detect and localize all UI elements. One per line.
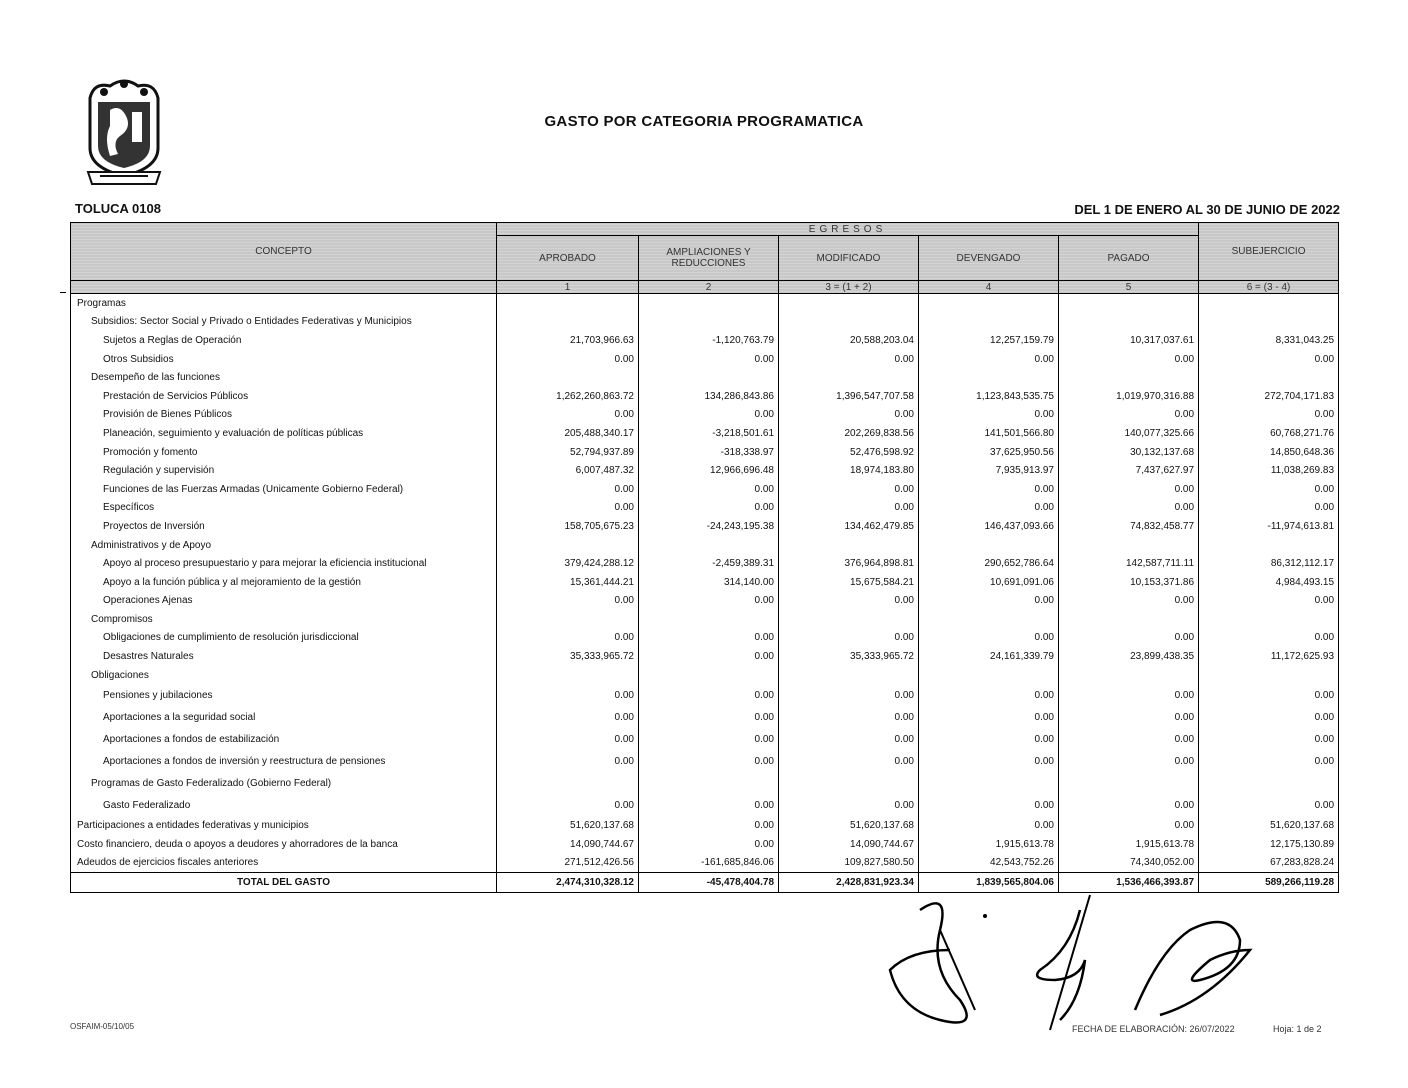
table-row — [71, 536, 1339, 555]
row-value: 7,437,627.97 — [1059, 461, 1199, 480]
row-value: -1,120,763.79 — [639, 331, 779, 350]
row-concepto: Provisión de Bienes Públicos — [71, 406, 497, 425]
row-value: 0.00 — [779, 684, 919, 706]
row-value: 0.00 — [779, 706, 919, 728]
margin-mark — [60, 292, 66, 293]
row-value — [1059, 536, 1199, 555]
table-row — [71, 368, 1339, 387]
row-value: 0.00 — [639, 647, 779, 666]
row-value: 0.00 — [919, 706, 1059, 728]
row-value: 42,543,752.26 — [919, 854, 1059, 873]
row-value: -161,685,846.06 — [639, 854, 779, 873]
row-value: -2,459,389.31 — [639, 554, 779, 573]
row-value: 0.00 — [639, 706, 779, 728]
row-value: 0.00 — [1199, 480, 1339, 499]
row-value — [497, 536, 639, 555]
row-value: 0.00 — [1059, 592, 1199, 611]
table-row — [71, 294, 1339, 313]
row-value: 134,462,479.85 — [779, 517, 919, 536]
total-label: TOTAL DEL GASTO — [71, 873, 497, 893]
expense-table — [70, 222, 1339, 893]
row-value: 0.00 — [1199, 499, 1339, 518]
row-value: 74,832,458.77 — [1059, 517, 1199, 536]
row-value — [779, 313, 919, 332]
row-value: 0.00 — [639, 750, 779, 772]
total-aprobado: 2,474,310,328.12 — [497, 873, 639, 893]
row-value: 0.00 — [919, 629, 1059, 648]
row-value: 7,935,913.97 — [919, 461, 1059, 480]
row-value: 37,625,950.56 — [919, 443, 1059, 462]
row-value: 0.00 — [779, 728, 919, 750]
row-value — [919, 313, 1059, 332]
row-value — [779, 772, 919, 794]
row-value — [919, 368, 1059, 387]
row-concepto: Administrativos y de Apoyo — [71, 536, 497, 555]
row-value: 0.00 — [1059, 794, 1199, 816]
row-value: 1,262,260,863.72 — [497, 387, 639, 406]
row-value: 74,340,052.00 — [1059, 854, 1199, 873]
row-value: 0.00 — [639, 684, 779, 706]
row-value: 0.00 — [639, 406, 779, 425]
row-concepto: Prestación de Servicios Públicos — [71, 387, 497, 406]
table-row — [71, 387, 1339, 406]
row-value: 21,703,966.63 — [497, 331, 639, 350]
row-value: 0.00 — [1059, 684, 1199, 706]
row-concepto: Aportaciones a fondos de estabilización — [71, 728, 497, 750]
row-value: 0.00 — [497, 728, 639, 750]
row-value: 0.00 — [497, 499, 639, 518]
row-concepto: Aportaciones a la seguridad social — [71, 706, 497, 728]
table-row — [71, 610, 1339, 629]
row-value: 10,153,371.86 — [1059, 573, 1199, 592]
row-concepto: Gasto Federalizado — [71, 794, 497, 816]
row-value: 271,512,426.56 — [497, 854, 639, 873]
row-value: 0.00 — [639, 350, 779, 369]
row-value — [1199, 294, 1339, 313]
page-title: GASTO POR CATEGORIA PROGRAMATICA — [544, 113, 864, 130]
row-value: 158,705,675.23 — [497, 517, 639, 536]
row-value: -318,338.97 — [639, 443, 779, 462]
row-value: 0.00 — [1059, 706, 1199, 728]
row-value: 0.00 — [497, 750, 639, 772]
table-row — [71, 424, 1339, 443]
row-concepto: Aportaciones a fondos de inversión y reestructura de pensiones — [71, 750, 497, 772]
row-value: 0.00 — [779, 406, 919, 425]
row-value: 20,588,203.04 — [779, 331, 919, 350]
row-value — [497, 368, 639, 387]
table-row — [71, 835, 1339, 854]
row-concepto: Funciones de las Fuerzas Armadas (Unicamente Gobierno Federal) — [71, 480, 497, 499]
total-modificado: 2,428,831,923.34 — [779, 873, 919, 893]
row-concepto: Específicos — [71, 499, 497, 518]
row-value — [639, 294, 779, 313]
total-pagado: 1,536,466,393.87 — [1059, 873, 1199, 893]
row-value — [919, 772, 1059, 794]
table-row — [71, 684, 1339, 706]
table-row — [71, 480, 1339, 499]
row-value: 0.00 — [1199, 728, 1339, 750]
row-value: 0.00 — [497, 350, 639, 369]
col-index-aprobado: 1 — [497, 281, 639, 294]
row-value: 0.00 — [1199, 684, 1339, 706]
row-value — [1059, 294, 1199, 313]
row-value: 0.00 — [919, 592, 1059, 611]
row-value: 0.00 — [1199, 706, 1339, 728]
row-value: 0.00 — [1059, 480, 1199, 499]
row-concepto: Desastres Naturales — [71, 647, 497, 666]
table-row — [71, 313, 1339, 332]
row-value: 12,966,696.48 — [639, 461, 779, 480]
row-value — [1059, 666, 1199, 685]
entity-label: TOLUCA 0108 — [75, 201, 161, 216]
row-value: 51,620,137.68 — [497, 816, 639, 835]
row-value: 0.00 — [639, 816, 779, 835]
row-value: 1,915,613.78 — [919, 835, 1059, 854]
row-value: 0.00 — [497, 406, 639, 425]
row-value — [639, 536, 779, 555]
row-value: 23,899,438.35 — [1059, 647, 1199, 666]
row-concepto: Subsidios: Sector Social y Privado o Entidades Federativas y Municipios — [71, 313, 497, 332]
row-value: 0.00 — [1059, 629, 1199, 648]
row-value — [919, 294, 1059, 313]
row-value: 11,172,625.93 — [1199, 647, 1339, 666]
row-value: 134,286,843.86 — [639, 387, 779, 406]
row-value: 18,974,183.80 — [779, 461, 919, 480]
row-value: 0.00 — [779, 592, 919, 611]
row-concepto: Programas — [71, 294, 497, 313]
col-index-pagado: 5 — [1059, 281, 1199, 294]
row-value: 10,691,091.06 — [919, 573, 1059, 592]
row-value: 0.00 — [1199, 406, 1339, 425]
row-value: 12,257,159.79 — [919, 331, 1059, 350]
col-header-ampliaciones: AMPLIACIONES Y REDUCCIONES — [639, 236, 779, 281]
table-row — [71, 554, 1339, 573]
row-value: 15,361,444.21 — [497, 573, 639, 592]
row-value: 314,140.00 — [639, 573, 779, 592]
row-value — [639, 666, 779, 685]
row-value: -11,974,613.81 — [1199, 517, 1339, 536]
row-value: 0.00 — [497, 480, 639, 499]
row-concepto: Obligaciones de cumplimiento de resolución jurisdiccional — [71, 629, 497, 648]
row-value: 205,488,340.17 — [497, 424, 639, 443]
row-value: 0.00 — [1059, 406, 1199, 425]
total-ampliaciones: -45,478,404.78 — [639, 873, 779, 893]
row-concepto: Operaciones Ajenas — [71, 592, 497, 611]
row-value: 140,077,325.66 — [1059, 424, 1199, 443]
row-value: 109,827,580.50 — [779, 854, 919, 873]
col-header-modificado: MODIFICADO — [779, 236, 919, 281]
row-value: 376,964,898.81 — [779, 554, 919, 573]
row-value — [779, 536, 919, 555]
row-value — [1059, 610, 1199, 629]
table-row — [71, 854, 1339, 873]
row-value: 0.00 — [497, 794, 639, 816]
row-value: 51,620,137.68 — [1199, 816, 1339, 835]
form-code: OSFAIM-05/10/05 — [70, 1022, 135, 1031]
row-value: 0.00 — [779, 794, 919, 816]
row-value — [1199, 610, 1339, 629]
row-value: 0.00 — [1199, 592, 1339, 611]
table-row — [71, 350, 1339, 369]
row-value: 35,333,965.72 — [497, 647, 639, 666]
row-value — [639, 772, 779, 794]
row-value: 0.00 — [1059, 816, 1199, 835]
col-header-subejercicio: SUBEJERCICIO — [1199, 223, 1339, 281]
row-value: 0.00 — [497, 706, 639, 728]
row-value: 0.00 — [1059, 499, 1199, 518]
col-header-concepto: CONCEPTO — [71, 223, 497, 281]
row-value — [497, 772, 639, 794]
row-concepto: Desempeño de las funciones — [71, 368, 497, 387]
row-value: 60,768,271.76 — [1199, 424, 1339, 443]
row-value: 141,501,566.80 — [919, 424, 1059, 443]
row-value: 4,984,493.15 — [1199, 573, 1339, 592]
row-value — [497, 313, 639, 332]
row-concepto: Regulación y supervisión — [71, 461, 497, 480]
period-label: DEL 1 DE ENERO AL 30 DE JUNIO DE 2022 — [1074, 202, 1340, 217]
row-value: -3,218,501.61 — [639, 424, 779, 443]
row-value: 0.00 — [1059, 750, 1199, 772]
row-concepto: Obligaciones — [71, 666, 497, 685]
row-value — [779, 294, 919, 313]
table-row — [71, 728, 1339, 750]
row-value: 67,283,828.24 — [1199, 854, 1339, 873]
col-index-modificado: 3 = (1 + 2) — [779, 281, 919, 294]
row-value: 0.00 — [779, 750, 919, 772]
row-value: 0.00 — [1059, 350, 1199, 369]
row-concepto: Adeudos de ejercicios fiscales anteriores — [71, 854, 497, 873]
row-value: 142,587,711.11 — [1059, 554, 1199, 573]
total-devengado: 1,839,565,804.06 — [919, 873, 1059, 893]
table-row — [71, 592, 1339, 611]
table-row — [71, 772, 1339, 794]
row-value: 0.00 — [919, 406, 1059, 425]
col-group-header: EGRESOS — [497, 223, 1199, 236]
table-row — [71, 331, 1339, 350]
row-value — [1199, 368, 1339, 387]
row-value: 30,132,137.68 — [1059, 443, 1199, 462]
col-index-concepto — [71, 281, 497, 294]
row-value: 0.00 — [779, 629, 919, 648]
row-value: 52,476,598.92 — [779, 443, 919, 462]
row-value — [1199, 772, 1339, 794]
row-value — [919, 610, 1059, 629]
row-value: 0.00 — [1199, 750, 1339, 772]
table-body — [71, 294, 1339, 873]
row-value: 0.00 — [919, 480, 1059, 499]
col-index-devengado: 4 — [919, 281, 1059, 294]
row-concepto: Proyectos de Inversión — [71, 517, 497, 536]
row-value: 0.00 — [919, 794, 1059, 816]
row-value — [779, 610, 919, 629]
row-value — [919, 666, 1059, 685]
row-value: 10,317,037.61 — [1059, 331, 1199, 350]
row-value: 11,038,269.83 — [1199, 461, 1339, 480]
total-subejercicio: 589,266,119.28 — [1199, 873, 1339, 893]
row-value: 6,007,487.32 — [497, 461, 639, 480]
col-header-pagado: PAGADO — [1059, 236, 1199, 281]
row-value: 0.00 — [919, 684, 1059, 706]
row-value: 0.00 — [779, 499, 919, 518]
row-value: 0.00 — [639, 592, 779, 611]
row-concepto: Planeación, seguimiento y evaluación de políticas públicas — [71, 424, 497, 443]
row-value: 12,175,130.89 — [1199, 835, 1339, 854]
row-value: 15,675,584.21 — [779, 573, 919, 592]
row-value — [779, 666, 919, 685]
row-value: 379,424,288.12 — [497, 554, 639, 573]
row-value — [497, 610, 639, 629]
row-value: 0.00 — [779, 350, 919, 369]
row-value: 0.00 — [1059, 728, 1199, 750]
row-value: 35,333,965.72 — [779, 647, 919, 666]
row-value — [497, 666, 639, 685]
table-row — [71, 499, 1339, 518]
row-value — [1059, 368, 1199, 387]
row-concepto: Apoyo a la función pública y al mejoramiento de la gestión — [71, 573, 497, 592]
row-concepto: Otros Subsidios — [71, 350, 497, 369]
table-row — [71, 573, 1339, 592]
row-value: 14,090,744.67 — [779, 835, 919, 854]
row-value: 51,620,137.68 — [779, 816, 919, 835]
row-concepto: Compromisos — [71, 610, 497, 629]
row-value — [639, 313, 779, 332]
row-value: 0.00 — [919, 728, 1059, 750]
row-value: 0.00 — [639, 835, 779, 854]
row-concepto: Programas de Gasto Federalizado (Gobierno Federal) — [71, 772, 497, 794]
table-row — [71, 706, 1339, 728]
row-concepto: Participaciones a entidades federativas y municipios — [71, 816, 497, 835]
row-value — [1199, 536, 1339, 555]
row-value: 0.00 — [497, 629, 639, 648]
table-row — [71, 666, 1339, 685]
row-value — [1059, 772, 1199, 794]
row-value — [1199, 666, 1339, 685]
row-value: 52,794,937.89 — [497, 443, 639, 462]
signatures — [880, 890, 1280, 1040]
row-value: 1,123,843,535.75 — [919, 387, 1059, 406]
row-value: 0.00 — [639, 728, 779, 750]
table-row — [71, 406, 1339, 425]
table-row — [71, 816, 1339, 835]
row-value: 0.00 — [919, 499, 1059, 518]
row-value: 0.00 — [639, 480, 779, 499]
row-value: 1,915,613.78 — [1059, 835, 1199, 854]
row-value — [639, 368, 779, 387]
row-value: 0.00 — [919, 816, 1059, 835]
row-value: 290,652,786.64 — [919, 554, 1059, 573]
row-value: 8,331,043.25 — [1199, 331, 1339, 350]
row-value — [1059, 313, 1199, 332]
row-value — [497, 294, 639, 313]
col-header-aprobado: APROBADO — [497, 236, 639, 281]
row-concepto: Costo financiero, deuda o apoyos a deudores y ahorradores de la banca — [71, 835, 497, 854]
row-value: 0.00 — [1199, 629, 1339, 648]
table-row — [71, 794, 1339, 816]
table-row — [71, 517, 1339, 536]
table-row — [71, 750, 1339, 772]
table-row — [71, 461, 1339, 480]
row-concepto: Sujetos a Reglas de Operación — [71, 331, 497, 350]
row-value — [919, 536, 1059, 555]
elaboration-date: FECHA DE ELABORACIÓN: 26/07/2022 — [1072, 1024, 1235, 1034]
row-value: 146,437,093.66 — [919, 517, 1059, 536]
row-value: 0.00 — [497, 684, 639, 706]
col-index-ampliaciones: 2 — [639, 281, 779, 294]
row-value: 1,019,970,316.88 — [1059, 387, 1199, 406]
table-row — [71, 629, 1339, 648]
row-value: 14,850,648.36 — [1199, 443, 1339, 462]
row-value: 0.00 — [919, 750, 1059, 772]
row-value: 0.00 — [639, 794, 779, 816]
row-value: 0.00 — [919, 350, 1059, 369]
row-value: 0.00 — [497, 592, 639, 611]
col-header-devengado: DEVENGADO — [919, 236, 1059, 281]
row-value: 0.00 — [639, 499, 779, 518]
row-value — [779, 368, 919, 387]
row-value: 1,396,547,707.58 — [779, 387, 919, 406]
row-value — [639, 610, 779, 629]
row-value: 0.00 — [1199, 350, 1339, 369]
row-value: 0.00 — [779, 480, 919, 499]
coat-of-arms-logo — [80, 76, 168, 188]
table-row — [71, 443, 1339, 462]
row-value: 272,704,171.83 — [1199, 387, 1339, 406]
row-value: 86,312,112.17 — [1199, 554, 1339, 573]
row-value: 24,161,339.79 — [919, 647, 1059, 666]
row-value: 0.00 — [639, 629, 779, 648]
row-value — [1199, 313, 1339, 332]
row-value: 0.00 — [1199, 794, 1339, 816]
row-value: 202,269,838.56 — [779, 424, 919, 443]
table-row — [71, 647, 1339, 666]
col-index-subejercicio: 6 = (3 - 4) — [1199, 281, 1339, 294]
page-number: Hoja: 1 de 2 — [1273, 1024, 1322, 1034]
row-concepto: Apoyo al proceso presupuestario y para mejorar la eficiencia institucional — [71, 554, 497, 573]
row-concepto: Pensiones y jubilaciones — [71, 684, 497, 706]
row-value: 14,090,744.67 — [497, 835, 639, 854]
row-value: -24,243,195.38 — [639, 517, 779, 536]
row-concepto: Promoción y fomento — [71, 443, 497, 462]
